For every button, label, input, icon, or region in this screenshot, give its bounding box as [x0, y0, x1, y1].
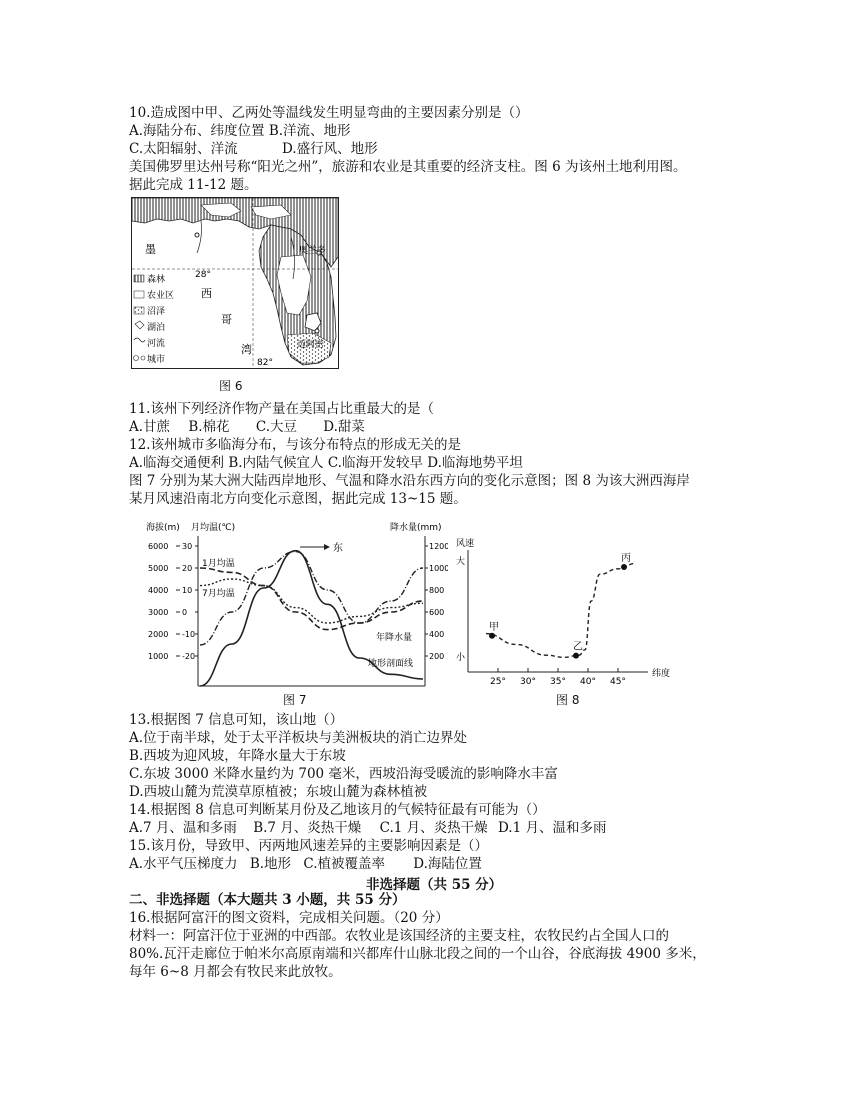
- fig7-profile-label: 地形剖面线: [368, 659, 414, 669]
- fig8-x-tick: 30°: [520, 677, 536, 687]
- q14-options: [129, 819, 606, 837]
- q13-option-d: D.西坡山麓为荒漠草原植被；东坡山麓为森林植被: [129, 784, 428, 800]
- fig7-temp-tick: 10: [182, 586, 193, 595]
- fig7-east-label: 东: [333, 543, 343, 554]
- fig7-precip-tick: 1000: [429, 564, 448, 573]
- fig7-elev-tick: 4000: [148, 586, 169, 595]
- section-2-heading: 二、非选择题（本大题共 3 小题，共 55 分）: [129, 892, 406, 908]
- intro-florida-2: 据此完成 11-12 题。: [129, 177, 258, 193]
- q10-option-c: C.太阳辐射、洋流: [129, 141, 238, 157]
- map-label-wan: 湾: [241, 343, 252, 356]
- map-label-ge: 哥: [221, 313, 232, 326]
- legend-agriculture: 农业区: [147, 291, 175, 301]
- fig7-precip-title: 降水量(mm): [390, 523, 442, 533]
- legend-city: 城市: [147, 355, 166, 365]
- q11-option-c: C.大豆: [255, 419, 297, 435]
- q12-options: A.临海交通便利 B.内陆气候宜人 C.临海开发较早 D.临海地势平坦: [129, 455, 523, 471]
- legend-river: 河流: [147, 339, 166, 349]
- q11-option-b: B.棉花: [188, 419, 230, 435]
- fig7-elev-tick: 3000: [148, 608, 169, 617]
- legend-forest: 森林: [147, 275, 166, 285]
- fig7-jul-label: 7月均温: [202, 589, 235, 599]
- fig8-point-bing: [621, 564, 627, 570]
- figure-6-caption: 图 6: [219, 379, 243, 393]
- fig8-point-label-yi: 乙: [573, 641, 583, 653]
- map-label-lon: 82°: [257, 358, 273, 368]
- q13-option-a: A.位于南半球，处于太平洋板块与美洲板块的消亡边界处: [129, 730, 468, 746]
- fig7-precip-tick: 600: [429, 608, 445, 617]
- fig7-elev-tick: 6000: [148, 542, 169, 551]
- q15-option-d: D.海陆位置: [413, 856, 482, 872]
- fig8-x-tick: 40°: [580, 677, 596, 687]
- q11-option-d: D.甜菜: [323, 419, 365, 435]
- florida-land-use-map: [131, 197, 339, 369]
- q10-options-ab: A.海陆分布、纬度位置 B.洋流、地形: [129, 123, 351, 139]
- fig7-annual-label: 年降水量: [376, 633, 413, 643]
- q14-option-c: C.1 月、炎热干燥: [379, 820, 488, 836]
- fig8-wind-line: [486, 563, 636, 657]
- figure-7-caption: 图 7: [283, 693, 307, 707]
- q11-options: [129, 418, 365, 436]
- fig8-x-tick: 25°: [490, 677, 506, 687]
- q14-option-b: B.7 月、炎热干燥: [253, 820, 362, 836]
- fig7-elev-tick: 2000: [148, 630, 169, 639]
- q11-option-a: A.甘蔗: [129, 419, 171, 435]
- q15-option-b: B.地形: [249, 856, 292, 872]
- map-label-xi: 西: [201, 287, 212, 300]
- fig7-temp-tick: 30: [182, 542, 193, 551]
- fig8-y-high: 大: [456, 557, 466, 567]
- figure-7-chart: [128, 516, 448, 720]
- q13-stem: 13.根据图 7 信息可知，该山地（）: [129, 712, 344, 728]
- intro-figures-7-8: 图 7 分别为某大洲大陆西岸地形、气温和降水沿东西方向的变化示意图；图 8 为该大洲西海岸: [129, 473, 690, 489]
- fig7-precip-tick: 800: [429, 586, 445, 595]
- figure-7-svg: [128, 516, 448, 716]
- fig8-x-tick: 35°: [550, 677, 566, 687]
- fig7-precip-tick: 200: [429, 652, 445, 661]
- figure-8-caption: 图 8: [556, 693, 580, 707]
- section-heading-nonchoice: 非选择题（共 55 分）: [366, 877, 503, 893]
- q15-option-c: C.植被覆盖率: [303, 856, 385, 872]
- map-label-orlando: 奥兰多: [299, 246, 327, 256]
- q10-options-cd: [129, 140, 378, 158]
- q13-option-c: C.东坡 3000 米降水量约为 700 毫米，西坡沿海受暖流的影响降水丰富: [129, 766, 558, 782]
- fig8-x-tick: 45°: [610, 677, 626, 687]
- q15-stem: 15.该月份，导致甲、丙两地风速差异的主要影响因素是（）: [129, 838, 488, 854]
- fig7-elev-title: 海拔(m): [146, 523, 180, 533]
- figure-6-map: [131, 197, 339, 373]
- fig7-temp-tick: 20: [182, 564, 193, 573]
- fig8-ylabel: 风速: [456, 539, 475, 549]
- east-arrowhead-icon: [324, 544, 330, 550]
- figure-8-svg: [452, 528, 677, 688]
- intro-florida: 美国佛罗里达州号称“阳光之州”，旅游和农业是其重要的经济支柱。图 6 为该州土地利用图。: [129, 159, 687, 175]
- fig8-point-yi: [573, 653, 579, 659]
- q15-options: [129, 855, 482, 873]
- legend-lake: 湖泊: [147, 323, 166, 333]
- q14-stem: 14.根据图 8 信息可判断某月份及乙地该月的气候特征最有可能为（）: [129, 802, 546, 818]
- intro-figures-7-8-2: 某月风速沿南北方向变化示意图，据此完成 13~15 题。: [129, 491, 467, 507]
- q15-option-a: A.水平气压梯度力: [129, 856, 238, 872]
- fig8-point-label-bing: 丙: [621, 553, 631, 564]
- legend-swamp: 沼泽: [147, 307, 166, 317]
- q13-option-b: B.西坡为迎风坡，年降水量大于东坡: [129, 748, 346, 764]
- map-label-miami: 迈阿密: [297, 340, 325, 350]
- fig8-xlabel: 纬度: [652, 669, 671, 679]
- fig7-temp-tick: 0: [182, 608, 188, 617]
- fig7-precip-tick: 400: [429, 630, 445, 639]
- material-1-line-2: 80%.瓦汗走廊位于帕米尔高原南端和兴都库什山脉北段之间的一个山谷，谷底海拔 4900 多米，: [129, 946, 706, 962]
- figure-8-chart: [452, 528, 677, 692]
- q12-stem: 12.该州城市多临海分布，与该分布特点的形成无关的是: [129, 437, 461, 453]
- q16-stem: 16.根据阿富汗的图文资料，完成相关问题。（20 分）: [129, 910, 449, 926]
- city-icon: [134, 356, 139, 361]
- q14-option-d: D.1 月、温和多雨: [497, 820, 607, 836]
- fig7-temp-tick: -10: [182, 630, 196, 639]
- q11-stem: 11.该州下列经济作物产量在美国占比重最大的是（: [129, 401, 434, 417]
- fig7-jan-label: 1月均温: [202, 559, 235, 569]
- material-1-line-1: 材料一：阿富汗位于亚洲的中西部。农牧业是该国经济的主要支柱，农牧民约占全国人口的: [129, 928, 669, 944]
- fig7-elev-tick: 1000: [148, 652, 169, 661]
- fig7-temp-tick: -20: [182, 652, 196, 661]
- fig7-jul-line: [200, 579, 423, 623]
- fig8-point-label-jia: 甲: [489, 621, 499, 633]
- q10-stem: 10.造成图中甲、乙两处等温线发生明显弯曲的主要因素分别是（）: [129, 105, 529, 121]
- map-label-lat: 28°: [195, 270, 211, 280]
- fig7-elev-tick: 5000: [148, 564, 169, 573]
- q14-option-a: A.7 月、温和多雨: [129, 820, 237, 836]
- map-label-mo: 墨: [145, 243, 156, 256]
- fig7-precip-tick: 1200: [429, 542, 448, 551]
- q10-option-d: D.盛行风、地形: [281, 141, 378, 157]
- material-1-line-3: 每年 6~8 月都会有牧民来此放牧。: [129, 964, 342, 980]
- fig8-point-jia: [489, 633, 495, 639]
- fig7-temp-title: 月均温(℃): [191, 523, 236, 533]
- fig8-y-low: 小: [456, 653, 466, 663]
